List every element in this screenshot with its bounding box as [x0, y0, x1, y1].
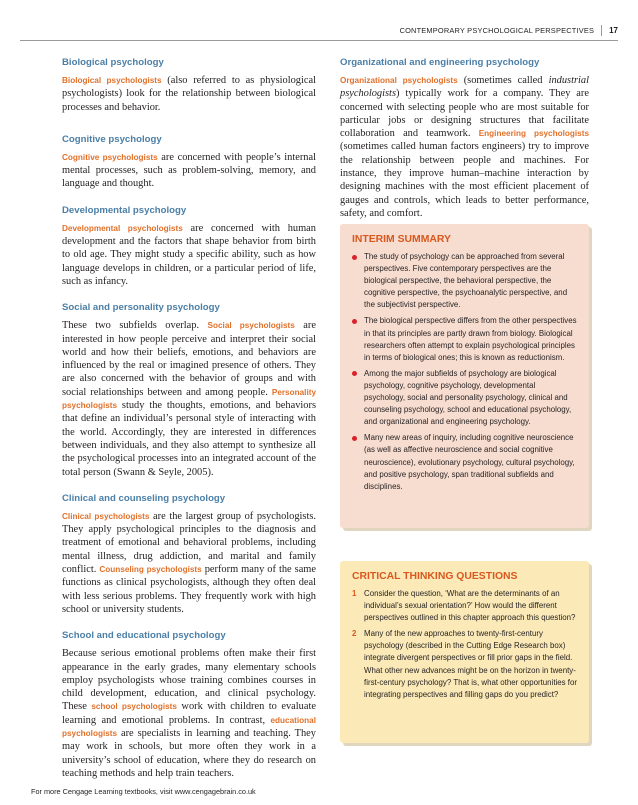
- section-cognitive: [62, 134, 316, 191]
- section-heading: Cognitive psychology: [62, 133, 162, 145]
- section-paragraph: Organizational psychologists (sometimes called industrial psychologists) typically work for a company. They are concerned with selecting people who are most suitable for particular jobs or designing structures that facilitate collaboration and teamwork. Engineering psychologists (sometimes called human factors engineers) try to improve the relationship between people and machines. For instance, they improve human–machine interaction by designing machines with the most efficient placement of gauges and controls, which leads to better performance, safety, and comfort.: [340, 75, 590, 219]
- italic-term: industrial psychologists: [340, 75, 589, 100]
- interim-summary-box: [340, 224, 589, 528]
- question-number: 2: [352, 629, 357, 639]
- section-paragraph: Because serious emotional problems often make their first appearance in the early grades, many elementary schools employ psychologists whose training combines courses in child development, education, and clinical psychology. These school psychologists work with children to evaluate learning and emotional problems. In contrast, educational psychologists are specialists in learning and teaching. They may work in schools, but more often they work in a university’s school of education, where they do research on teaching methods and help train teachers.: [62, 648, 316, 779]
- critical-thinking-list: [340, 588, 589, 701]
- key-term: Clinical psychologists: [62, 511, 150, 521]
- section-heading: Biological psychology: [62, 57, 164, 68]
- section-organizational-engineering: [340, 57, 589, 220]
- key-term: Developmental psychologists: [62, 223, 183, 233]
- section-paragraph: These two subfields overlap. Social psychologists are interested in how people perceive and interpret their social world and how their beliefs, emotions, and behaviors are influenced by the real or imagined presence of others. They are also concerned with the behavior of groups and with social relationships between and among people. Personality psychologists study the thoughts, emotions, and behaviors that define an individual’s personal style of interacting with the world. Accordingly, they are interested in differences between individuals, and they also attempt to synthesize all the psychological processes into an integrated account of the total person (Swann & Seyle, 2005).: [62, 320, 316, 478]
- key-term: school psychologists: [91, 702, 177, 712]
- header-rule: [20, 40, 618, 41]
- section-heading: Social and personality psychology: [62, 302, 220, 314]
- section-school-educational: [62, 630, 316, 780]
- bullet-icon: [352, 255, 357, 260]
- header-divider: [601, 25, 602, 36]
- critical-thinking-box: [340, 561, 589, 743]
- question-item: 1 Consider the question, ‘What are the determinants of an individual’s sexual orientation?’ How would the different perspectives outlined in this chapter approach this question?: [352, 589, 576, 623]
- bullet-icon: [352, 319, 357, 324]
- running-head: [400, 24, 618, 36]
- question-number: 1: [352, 589, 357, 598]
- critical-thinking-title: CRITICAL THINKING QUESTIONS: [352, 571, 518, 582]
- section-paragraph: Cognitive psychologists are concerned with people’s internal mental processes, such as problem-solving, memory, and language and thought.: [62, 151, 316, 190]
- section-clinical-counseling: [62, 493, 316, 616]
- section-heading: Organizational and engineering psychology: [340, 57, 540, 68]
- question-item: 2 Many of the new approaches to twenty-first-century psychology (described in the Cutting Edge Research box) integrate divergent perspectives or fill prior gaps in the field. What other new advances might be on the horizon in twenty-first-century psychology? That is, what other opportunities for integrating perspectives and filling gaps do you predict?: [352, 629, 578, 699]
- bullet-icon: [352, 371, 357, 376]
- section-paragraph: Biological psychologists (also referred to as physiological psychologists) look for the relationship between biological processes and behavior.: [62, 75, 316, 113]
- summary-item: The biological perspective differs from the other perspectives in that its principles are partly drawn from biology. Biological researchers often attempt to explain psychological principles in terms of biological ones; this is known as reductionism.: [352, 315, 577, 363]
- section-paragraph: Developmental psychologists are concerned with human development and the factors that shape behavior from birth to old age. They might study a specific ability, such as how language develops in children, or a particular period of life, such as infancy.: [62, 222, 316, 287]
- section-developmental: [62, 205, 316, 288]
- section-biological: [62, 57, 316, 114]
- key-term: Organizational psychologists: [340, 76, 458, 85]
- section-heading: Clinical and counseling psychology: [62, 492, 226, 504]
- interim-summary-list: [340, 251, 589, 493]
- right-column: [340, 57, 589, 234]
- interim-summary-title: INTERIM SUMMARY: [352, 234, 451, 245]
- key-term: Biological psychologists: [62, 76, 162, 85]
- key-term: Personality psychologists: [62, 387, 316, 411]
- key-term: Engineering psychologists: [478, 129, 590, 139]
- page-number: 17: [609, 25, 618, 35]
- footer-text: For more Cengage Learning textbooks, visit www.cengagebrain.co.uk: [31, 787, 256, 796]
- key-term: Social psychologists: [207, 321, 295, 331]
- left-column: [62, 57, 316, 794]
- bullet-icon: [352, 436, 357, 441]
- key-term: educational psychologists: [62, 715, 316, 738]
- key-term: Cognitive psychologists: [62, 152, 158, 162]
- key-term: Counseling psychologists: [99, 565, 202, 575]
- section-heading: Developmental psychology: [62, 204, 187, 216]
- summary-item: Many new areas of inquiry, including cognitive neuroscience (as well as affective neuroscience and social cognitive neuroscience), evolutionary psychology, cultural psychology, and positive psychology, span traditional subfields and disciplines.: [352, 432, 577, 492]
- summary-item: Among the major subfields of psychology are biological psychology, cognitive psychology, developmental psychology, social and personality psychology, clinical and counseling psychology, school and educational psychology, and organizational and engineering psychology.: [352, 368, 577, 428]
- section-paragraph: Clinical psychologists are the largest group of psychologists. They apply psychological principles to the diagnosis and treatment of emotional and behavioral problems, including mental illness, drug addiction, and marital and family conflict. Counseling psychologists perform many of the same functions as clinical psychologists, although they often deal with less serious problems. They frequently work with high school or university students.: [62, 510, 317, 615]
- section-social-personality: [62, 302, 316, 479]
- section-heading: School and educational psychology: [62, 630, 226, 642]
- running-title: CONTEMPORARY PSYCHOLOGICAL PERSPECTIVES: [399, 25, 595, 35]
- summary-item: The study of psychology can be approached from several perspectives. Five contemporary perspectives are the biological perspective, the behavioral perspective, the cognitive perspective, the psychoanalytic perspective, and the subjectivist perspective.: [352, 251, 577, 311]
